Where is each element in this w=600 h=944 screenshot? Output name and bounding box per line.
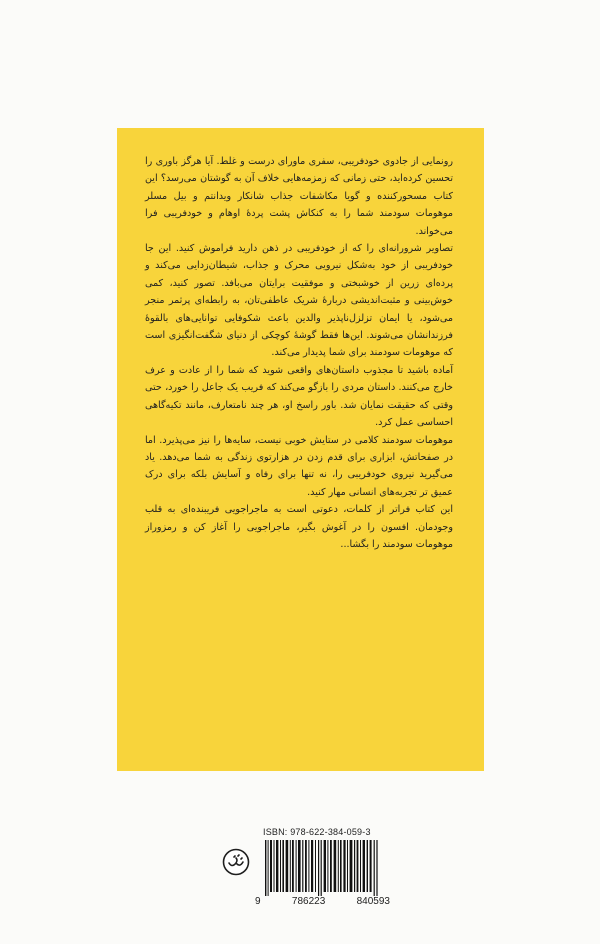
blurb-paragraph-3: آماده باشید تا مجذوب داستان‌های واقعی شوید که شما را از عادت و عرف خارج می‌کنند. داستان مردی را بازگو می‌کند که فریب یک جاعل را خورد، حتی وقتی که حقیقت نمایان شد. باور راسخ او، هر چند نامتعارف، مانند تکیه‌گاهی احساسی عمل کرد.	[145, 364, 453, 429]
barcode-digits	[255, 896, 390, 907]
blurb-paragraph-4: موهومات سودمند کلامی در ستایش خوبی نیست، سایه‌ها را نیز می‌پذیرد. اما در صفحاتش، ابزاری برای قدم زدن در هزارتوی زندگی به شما می‌دهد. یاد می‌گیرید نیروی خودفریبی را، نه تنها برای رفاه و آسایش بلکه برای درک عمیق تر تجربه‌های انسانی مهار کنید.	[145, 434, 453, 498]
blurb-text	[145, 153, 453, 553]
blurb-paragraph-1: رونمایی از جادوی خودفریبی، سفری ماورای درست و غلط. آیا هرگز باوری را تحسین کرده‌اید، حتی زمانی که زمزمه‌هایی خلاف آن به گوشتان می‌رسد؟ این کتاب مسحورکننده و گویا مکاشفات جذاب شانکار ویدانتم و بیل مسلر موهومات سودمند شما را به کنکاش پشت پردهٔ اوهام و خودفریبی فرا می‌خواند.	[145, 156, 453, 237]
publisher-logo-icon	[222, 848, 250, 876]
isbn-text: ISBN: 978-622-384-059-3	[263, 827, 371, 837]
blurb-paragraph-5: این کتاب فراتر از کلمات، دعوتی است به ماجراجویی فریبنده‌ای به قلب وجودمان. افسون را در آغوش بگیر، ماجراجویی را آغاز کن و رمزوراز موهومات سودمند را بگشا...	[145, 504, 453, 550]
barcode-icon	[263, 840, 383, 896]
barcode-digits-right: 840593	[356, 896, 390, 907]
barcode-digit-lead: 9	[255, 896, 261, 907]
barcode-digits-left: 786223	[291, 896, 326, 907]
blurb-paragraph-2: تصاویر شرورانه‌ای را که از خودفریبی در ذهن دارید فراموش کنید. این جا خودفریبی از خود به‌شکل نیرویی محرک و جذاب، شیطان‌زدایی می‌کند و پرده‌ای زرین از خوشبختی و موفقیت برایتان می‌بافد. تصور کنید، کمی خوش‌بینی و مثبت‌اندیشی دربارهٔ شریک عاطفی‌تان، به رابطه‌ای پرثمر منجر می‌شود، یا ایمان تزلزل‌ناپذیر والدین باعث شکوفایی توانایی‌های بالقوهٔ فرزندانشان می‌شوند. این‌ها فقط گوشهٔ کوچکی از دنیای شگفت‌انگیزی است که موهومات سودمند برای شما پدیدار می‌کند.	[145, 243, 453, 359]
